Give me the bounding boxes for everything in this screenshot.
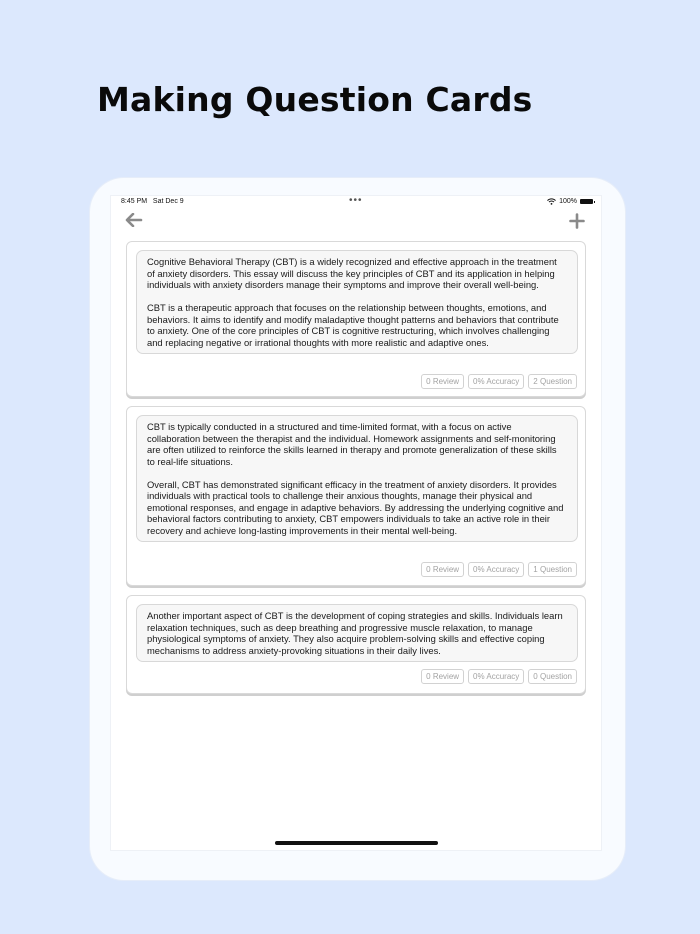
card-stats [421,562,577,577]
question-count-badge[interactable]: 1 Question [528,562,577,577]
wifi-icon [547,198,556,205]
card-text-box [136,604,578,662]
status-bar [111,196,601,210]
question-card[interactable] [126,595,586,694]
accuracy-badge[interactable]: 0% Accuracy [468,374,524,389]
card-text-box [136,415,578,542]
plus-icon [569,213,585,229]
review-count-badge[interactable]: 0 Review [421,374,464,389]
page-headline: Making Question Cards [97,80,533,119]
card-paragraph: CBT is typically conducted in a structured and time-limited format, with a focus on active collaboration between the therapist and the individual. Homework assignments and self-monitoring are often utilized to reinforce the skills learned in therapy and promote generalization of these skills to real-life situations. [147,421,557,467]
status-time-clock: 8:45 PM [121,198,148,205]
status-indicators [547,198,593,205]
arrow-left-icon [125,213,143,227]
status-date: Sat Dec 9 [152,198,184,205]
status-time [121,198,184,205]
battery-percent: 100% [559,198,577,205]
add-card-button[interactable] [567,212,587,232]
question-count-badge[interactable]: 2 Question [528,374,577,389]
question-card[interactable] [126,406,586,586]
review-count-badge[interactable]: 0 Review [421,562,464,577]
multitasking-dots-icon[interactable]: ••• [349,195,363,206]
back-button[interactable] [125,213,147,231]
nav-bar [111,210,601,236]
card-stats [421,669,577,684]
question-card[interactable] [126,241,586,397]
accuracy-badge[interactable]: 0% Accuracy [468,669,524,684]
card-paragraph: Cognitive Behavioral Therapy (CBT) is a widely recognized and effective approach in the treatment of anxiety disorders. This essay will discuss the key principles of CBT and its application in helping individuals with anxiety disorders manage their symptoms and improve their overall well-being. [147,256,557,290]
card-text-box [136,250,578,354]
card-stats [421,374,577,389]
card-paragraph: Another important aspect of CBT is the development of coping strategies and skills. Individuals learn relaxation techniques, such as deep breathing and progressive muscle relaxation, to manage physiological symptoms of anxiety. They also acquire problem-solving skills and effective coping mechanisms to address anxiety-provoking situations in their daily lives. [147,610,563,656]
card-paragraph: CBT is a therapeutic approach that focuses on the relationship between thoughts, emotions, and behaviors. It aims to identify and modify maladaptive thought patterns and behaviors that contribute to anxiety. One of the core principles of CBT is cognitive restructuring, which involves challenging and replacing negative or irrational thoughts with more realistic and adaptive ones. [147,302,559,348]
question-count-badge[interactable]: 0 Question [528,669,577,684]
review-count-badge[interactable]: 0 Review [421,669,464,684]
card-paragraph: Overall, CBT has demonstrated significant efficacy in the treatment of anxiety disorders. It provides individuals with practical tools to challenge their anxious thoughts, manage their physical and emotional responses, and engage in adaptive behaviors. By addressing the underlying cognitive and behavioral factors contributing to anxiety, CBT empowers individuals to take an active role in their recovery and achieve long-lasting improvements in their mental well-being. [147,478,564,536]
home-indicator[interactable] [275,841,438,845]
accuracy-badge[interactable]: 0% Accuracy [468,562,524,577]
app-screen [111,196,601,850]
battery-icon [580,199,593,204]
